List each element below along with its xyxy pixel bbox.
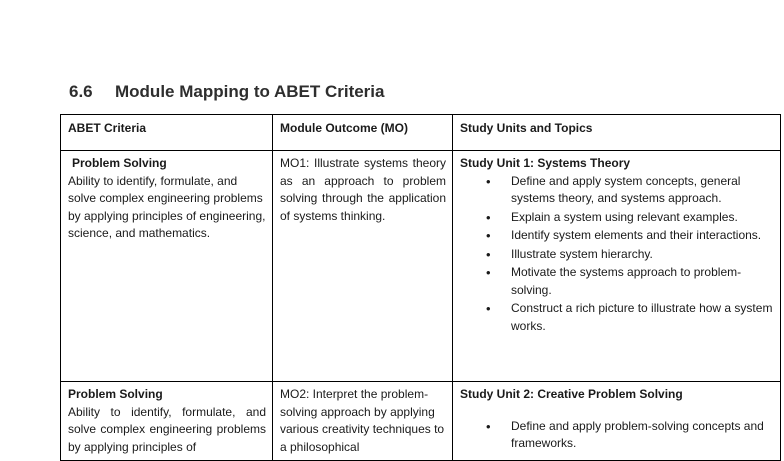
outcome-cell: MO2: Interpret the problem-solving approach by applying various creativity techniques to a philosophical (273, 382, 453, 461)
study-unit-title: Study Unit 2: Creative Problem Solving (460, 387, 683, 401)
outcome-cell: MO1: Illustrate systems theory as an approach to problem solving through the application of systems thinking. (273, 151, 453, 382)
study-unit-title: Study Unit 1: Systems Theory (460, 156, 631, 170)
header-module-outcome: Module Outcome (MO) (273, 115, 453, 151)
criteria-text: Ability to identify, formulate, and solve complex engineering problems by applying principles of (68, 404, 266, 454)
table-row (61, 382, 781, 461)
table-row (61, 151, 781, 382)
list-item: • Define and apply problem-solving concepts and frameworks. (511, 418, 774, 453)
list-item: • Explain a system using relevant examples. (511, 209, 774, 227)
criteria-cell (61, 151, 273, 382)
criteria-cell (61, 382, 273, 461)
spacer (460, 404, 774, 418)
criteria-title: Problem Solving (68, 387, 163, 401)
list-item: • Illustrate system hierarchy. (511, 246, 774, 264)
list-item: • Define and apply system concepts, general systems theory, and systems approach. (511, 173, 774, 208)
study-unit-cell (453, 151, 781, 382)
section-heading (69, 82, 384, 102)
topic-list (460, 418, 774, 453)
abet-mapping-table (60, 114, 781, 461)
topic-list (460, 173, 774, 336)
header-abet-criteria: ABET Criteria (61, 115, 273, 151)
criteria-title: Problem Solving (72, 156, 167, 170)
section-number: 6.6 (69, 82, 93, 101)
header-study-units: Study Units and Topics (453, 115, 781, 151)
table-header-row (61, 115, 781, 151)
criteria-text: Ability to identify, formulate, and solve complex engineering problems by applying principles of engineering, science, and mathematics. (68, 173, 266, 240)
list-item: • Identify system elements and their interactions. (511, 227, 774, 245)
study-unit-cell (453, 382, 781, 461)
list-item: • Construct a rich picture to illustrate how a system works. (511, 300, 774, 335)
list-item: • Motivate the systems approach to problem-solving. (511, 264, 774, 299)
section-title: Module Mapping to ABET Criteria (115, 82, 385, 101)
